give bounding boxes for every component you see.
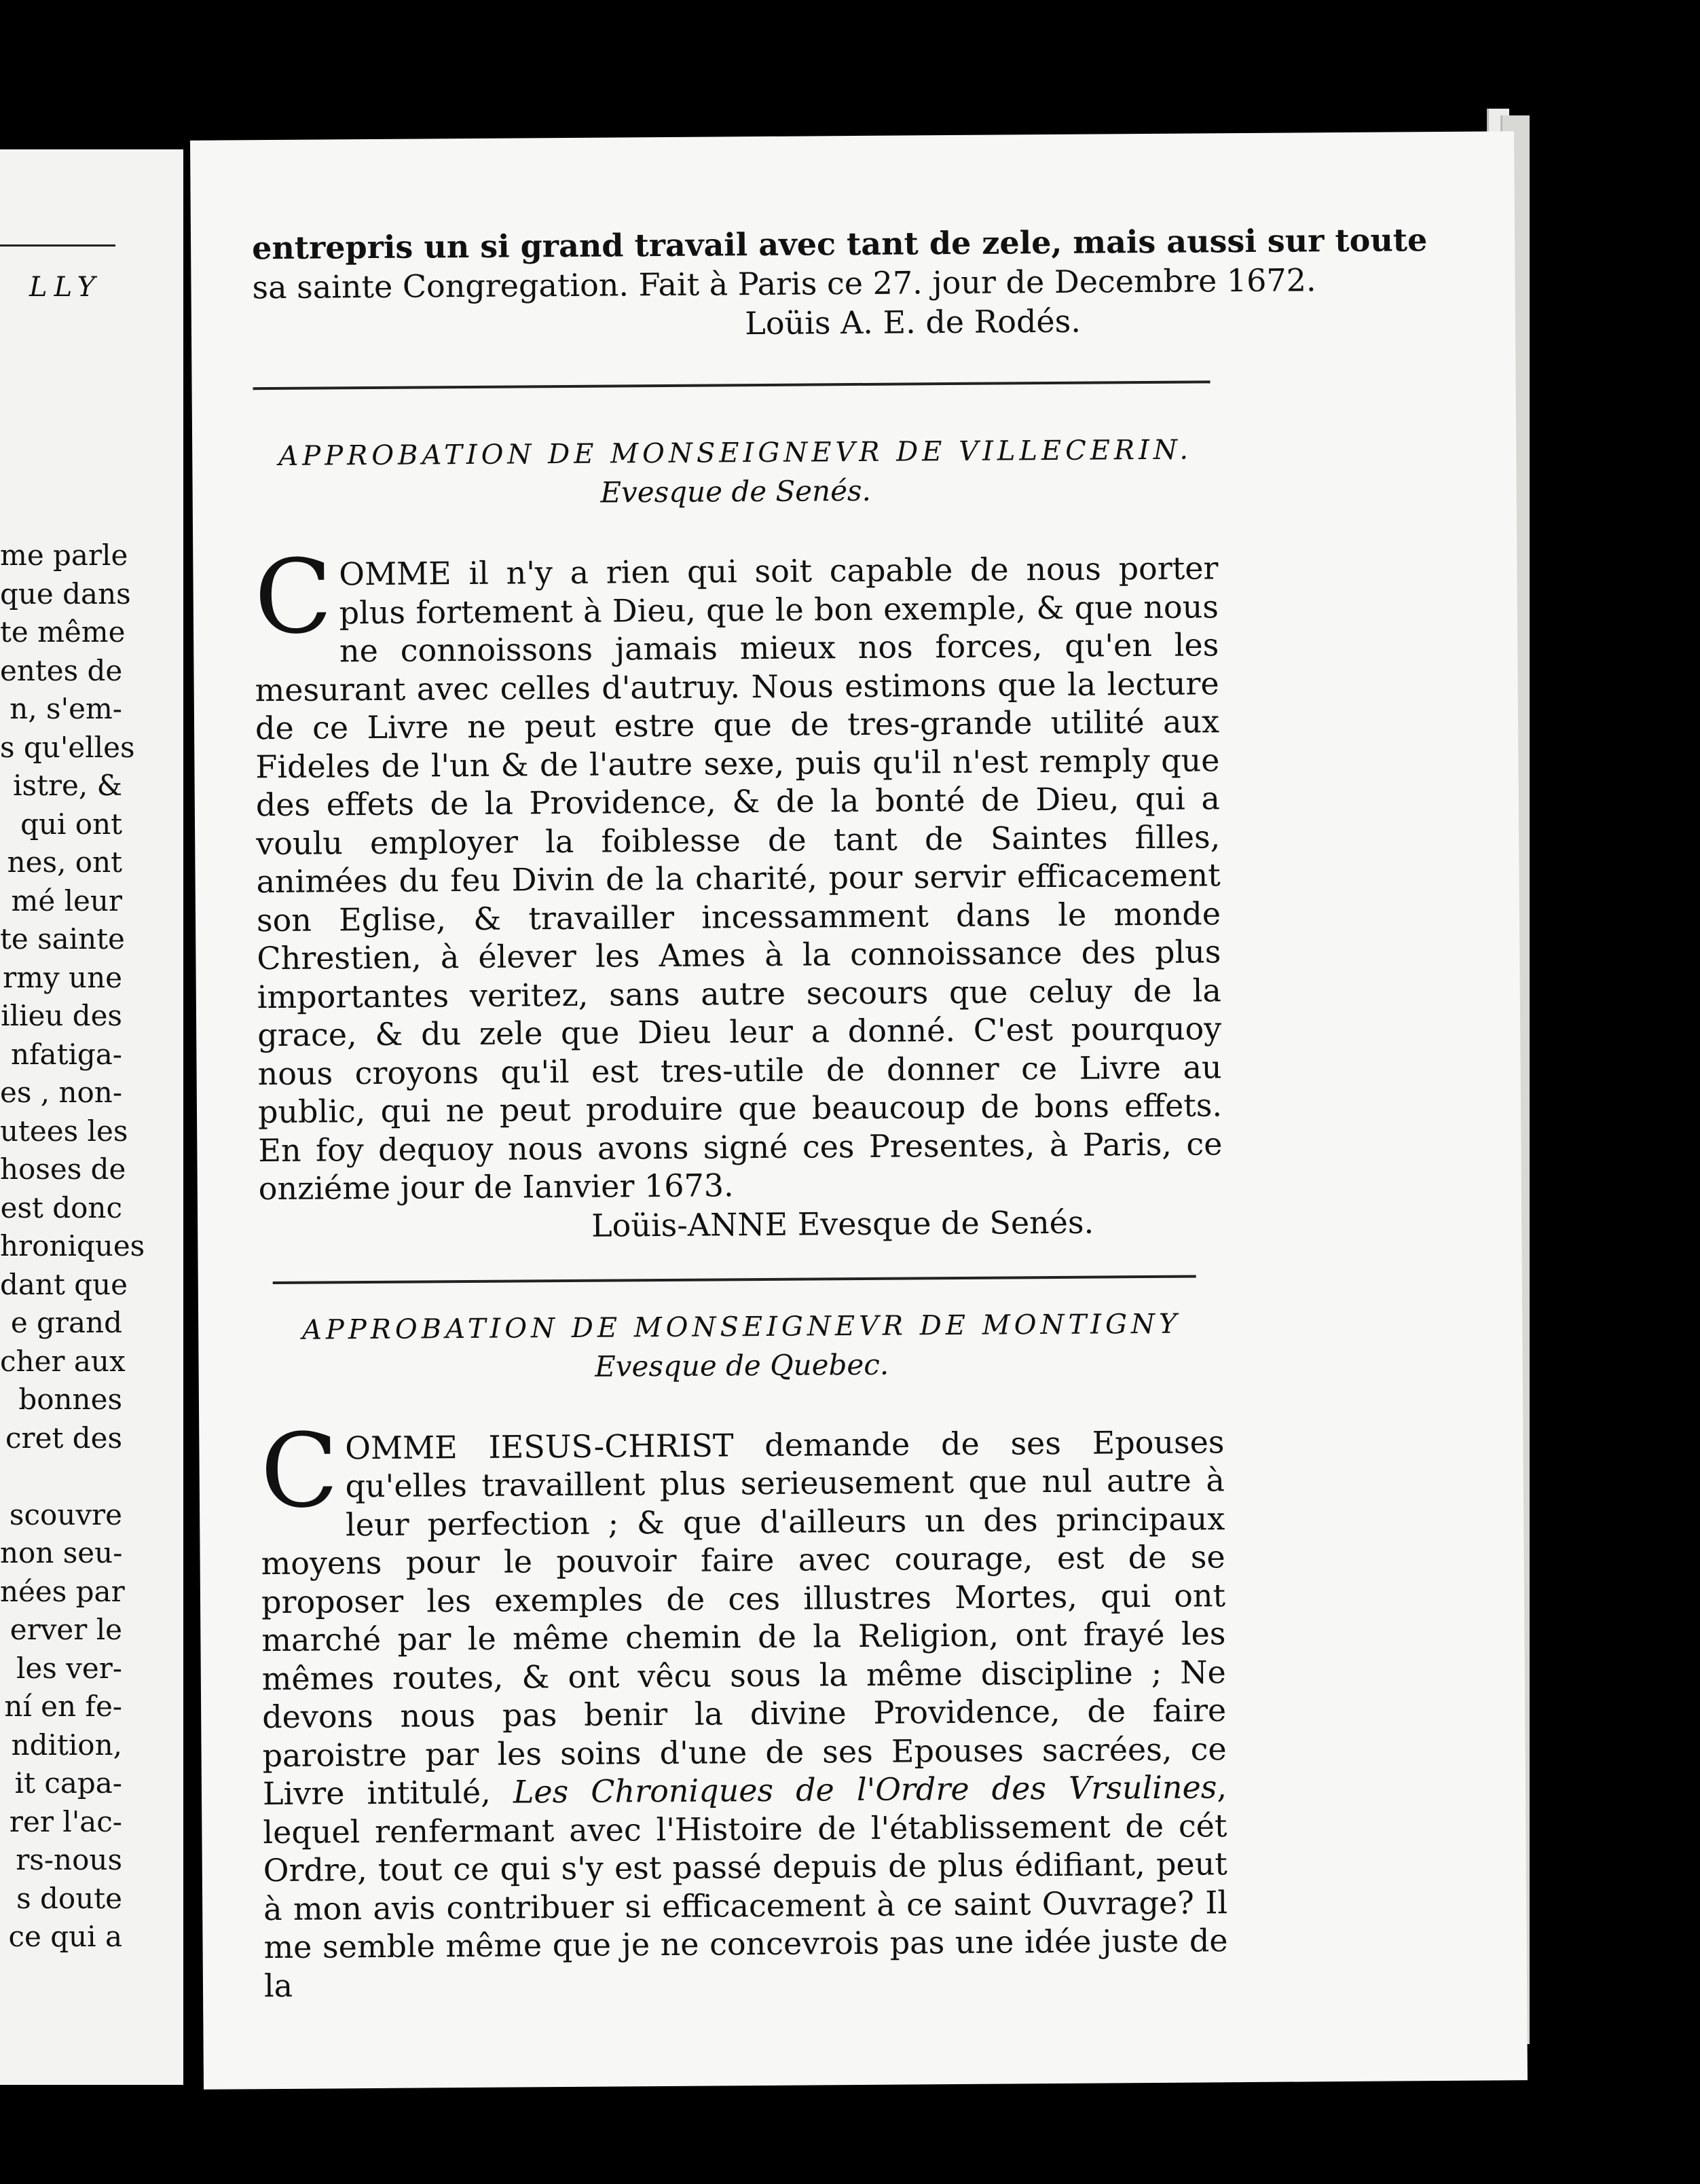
lead-word: OMME — [339, 555, 451, 593]
left-page-line: ilieu des — [1, 999, 122, 1032]
section-rule — [253, 380, 1211, 390]
continued-line-1: entrepris un si grand travail avec tant de zele, mais aussi sur toute — [251, 221, 1428, 267]
approbation-villecerin-title: APPROBATION DE MONSEIGNEVR DE VILLECERIN. — [278, 434, 1193, 472]
left-page-line: rs-nous — [16, 1843, 122, 1876]
approbation-villecerin-subtitle: Evesque de Senés. — [600, 473, 872, 509]
left-page-line: e grand — [10, 1306, 122, 1339]
approbation-montigny-text — [260, 1411, 1228, 2005]
left-page-line: entes de — [0, 653, 123, 687]
left-page-line: nes, ont — [7, 845, 122, 879]
left-page-line: me parle — [0, 539, 128, 572]
drop-cap: C — [260, 1411, 339, 1531]
left-page-line: rer l'ac- — [9, 1804, 122, 1838]
left-page-line: n, s'em- — [10, 692, 122, 725]
left-page-line: cher aux — [0, 1344, 126, 1378]
approbation-montigny-title: APPROBATION DE MONSEIGNEVR DE MONTIGNY — [301, 1308, 1181, 1346]
left-page-line: s doute — [16, 1881, 122, 1915]
left-page-line: mé leur — [11, 884, 122, 917]
left-page-line: rmy une — [3, 960, 122, 994]
left-page-line: non seu- — [0, 1536, 123, 1569]
book-title: Les Chroniques de l'Ordre des Vrsulines — [513, 1768, 1217, 1810]
left-header-rule — [0, 244, 115, 247]
left-page-line: dant que — [0, 1267, 128, 1301]
left-page-line: te sainte — [0, 922, 125, 956]
signature-rodes: Loüis A. E. de Rodés. — [745, 302, 1082, 342]
left-page-line: qui ont — [20, 807, 122, 841]
left-page-text — [0, 536, 145, 1956]
left-page-line: erver le — [10, 1613, 122, 1646]
left-page-line: nfatiga- — [10, 1037, 122, 1071]
left-page-line: utees les — [0, 1114, 128, 1148]
left-page-line: que dans — [0, 577, 131, 611]
left-page-line: ní en fe- — [4, 1690, 122, 1723]
left-page-line: scouvre — [9, 1497, 122, 1531]
left-page-line: ndition, — [11, 1728, 122, 1762]
left-page-line: s qu'elles — [0, 730, 135, 764]
left-page-line: it capa- — [14, 1766, 122, 1800]
left-page-line: nées par — [0, 1574, 125, 1608]
left-page-line: es , non- — [0, 1076, 123, 1109]
body-text: demande de ses Epouses qu'elles travaillent plus serieusement que nul autre à leur perfection ; & que d'ailleurs un des principaux moyens pour le pouvoir faire avec courage, est de se proposer les exemples de ces illustres Mortes, qui ont marché par le même chemin de la Religion, ont frayé les mêmes routes, & ont vêcu sous la même discipline ; Ne devons nous pas benir la divine Providence, de faire paroistre par les soins d'une de ses Epouses sacrées, ce Livre intitulé, — [261, 1423, 1227, 1813]
section-rule — [273, 1275, 1196, 1284]
body-text: , lequel renfermant avec l'Histoire de l'établissement de cét Ordre, tout ce qui s'y est passé depuis de plus édifiant, peut à mon avis contribuer si efficacement à ce saint Ouvrage? Il me semble même que je ne concevrois pas une idée juste de la — [263, 1768, 1228, 2004]
continued-line-2: sa sainte Congregation. Fait à Paris ce 27. jour de Decembre 1672. — [252, 261, 1316, 306]
left-page-fragment — [0, 149, 183, 2085]
left-page-line — [0, 1457, 122, 1496]
left-page-line: hroniques — [0, 1229, 145, 1262]
left-page-line: istre, & — [13, 769, 122, 802]
left-page-line: les ver- — [16, 1651, 122, 1685]
approbation-villecerin-text — [254, 538, 1223, 1207]
approbation-montigny-subtitle: Evesque de Quebec. — [594, 1347, 889, 1383]
left-page-line: hoses de — [0, 1152, 126, 1186]
page-content — [251, 221, 1428, 2005]
signature-senes: Loüis-ANNE Evesque de Senés. — [591, 1203, 1094, 1244]
left-page-line: cret des — [5, 1421, 122, 1455]
left-page-line: te même — [0, 615, 126, 649]
left-page-line: bonnes — [18, 1383, 122, 1416]
right-page — [190, 131, 1528, 2090]
left-page-line: ce qui a — [8, 1920, 122, 1953]
body-text: il n'y a rien qui soit capable de nous porter plus fortement à Dieu, que le bon exemple, & que nous ne connoissons jamais mieux nos forces, qu'en les mesurant avec celles d'autruy. Nous estimons que la lecture de ce Livre ne peut estre que de tres-grande utilité aux Fideles de l'un & de l'autre sexe, puis qu'il n'est remply que des effets de la Providence, & de la bonté de Dieu, qui a voulu employer la foiblesse de tant de Saintes filles, animées du feu Divin de la charité, pour servir efficacement son Eglise, & travailler incessamment dans le monde Chrestien, à élever les Ames à la connoissance des plus importantes veritez, sans autre secours que celuy de la grace, & du zele que Dieu leur a donné. C'est pourquoy nous croyons qu'il est tres-utile de donner ce Livre au public, qui ne peut produire que beaucoup de bons effets. En foy dequoy nous avons signé ces Presentes, à Paris, ce onziéme jour de Ianvier 1673. — [255, 549, 1223, 1207]
drop-cap: C — [254, 538, 333, 657]
lead-word: OMME IESUS-CHRIST — [345, 1426, 734, 1466]
left-running-header: LLY — [29, 272, 102, 303]
left-page-line: est donc — [0, 1190, 122, 1224]
